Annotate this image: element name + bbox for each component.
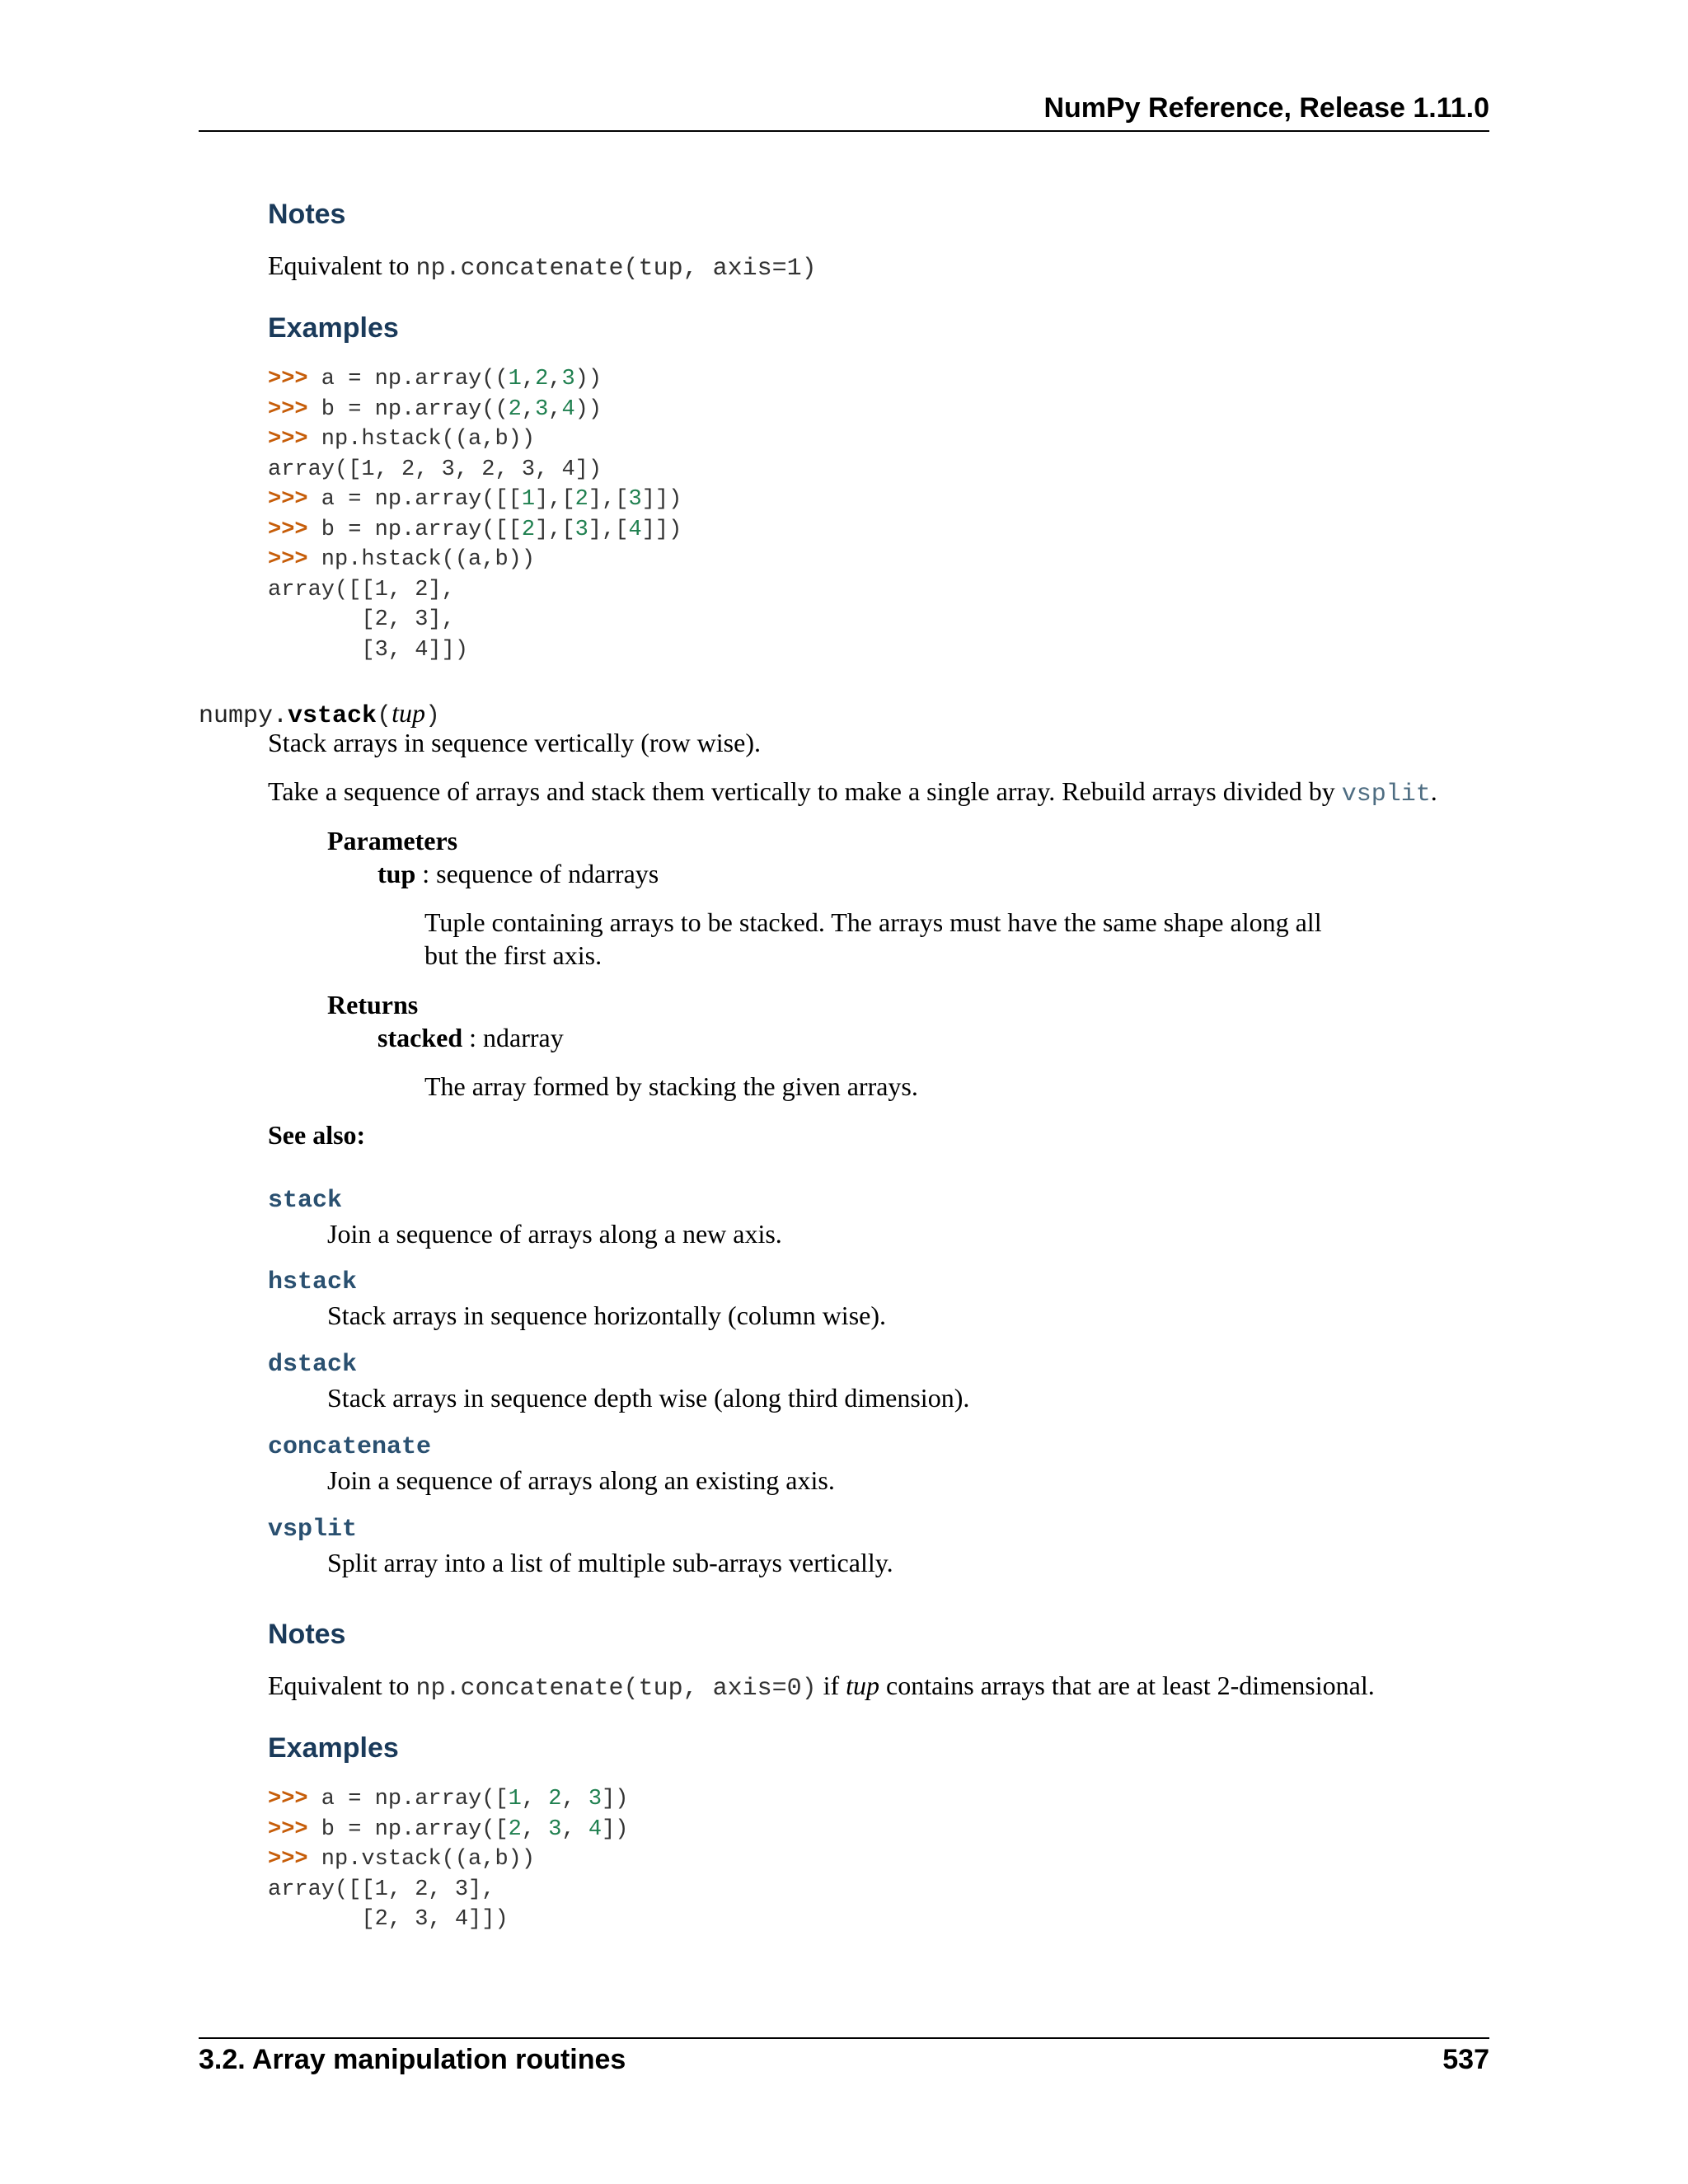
number-token: 3 xyxy=(535,396,549,422)
code-token: ],[ xyxy=(588,487,629,512)
vstack-notes-text: Equivalent to np.concatenate(tup, axis=0) if tup contains arrays that are at least 2-dimensional. xyxy=(268,1671,1375,1703)
see-also-dstack-link[interactable]: dstack xyxy=(268,1351,358,1379)
code-line xyxy=(268,1875,628,1905)
code-token: [2, 3], xyxy=(268,607,455,632)
code-token: b = np.array([[ xyxy=(307,517,522,542)
number-token: 4 xyxy=(628,517,642,542)
prompt-token: >>> xyxy=(268,396,308,422)
number-token: 3 xyxy=(588,1787,603,1811)
code-line xyxy=(268,424,682,455)
code-token: np.vstack((a,b)) xyxy=(307,1847,536,1872)
see-also-hstack-desc: Stack arrays in sequence horizontally (column wise). xyxy=(327,1301,886,1330)
prompt-token: >>> xyxy=(268,1787,308,1811)
see-also-stack-desc: Join a sequence of arrays along a new axis. xyxy=(327,1219,782,1249)
code-token: , xyxy=(521,1787,549,1811)
inline-code: np.concatenate(tup, axis=0) xyxy=(415,1675,817,1703)
code-token: a = np.array([ xyxy=(307,1787,509,1811)
number-token: 2 xyxy=(508,1816,522,1842)
return-stacked-desc: The array formed by stacking the given arrays. xyxy=(424,1071,918,1101)
code-token: ]) xyxy=(602,1816,629,1842)
code-line xyxy=(268,515,682,546)
param-tup: tup : sequence of ndarrays xyxy=(377,859,659,888)
running-header: NumPy Reference, Release 1.11.0 xyxy=(1043,92,1489,124)
code-line xyxy=(268,1784,628,1815)
code-token: a = np.array([[ xyxy=(307,487,522,512)
code-line xyxy=(268,1844,628,1875)
code-line xyxy=(268,455,682,485)
code-token: [3, 4]]) xyxy=(268,637,469,663)
notes-heading: Notes xyxy=(268,199,346,230)
code-token: )) xyxy=(574,367,603,391)
number-token: 1 xyxy=(508,367,522,391)
code-token: , xyxy=(521,367,536,391)
prompt-token: >>> xyxy=(268,1816,308,1842)
function-signature: numpy.vstack(tup) xyxy=(199,698,440,730)
see-also-vsplit-link[interactable]: vsplit xyxy=(268,1516,358,1544)
prompt-token: >>> xyxy=(268,517,308,542)
code-block-hstack xyxy=(268,364,682,665)
number-token: 3 xyxy=(574,517,588,542)
return-stacked: stacked : ndarray xyxy=(377,1023,564,1052)
code-token: ],[ xyxy=(535,517,575,542)
vstack-notes-heading: Notes xyxy=(268,1619,346,1650)
prompt-token: >>> xyxy=(268,547,308,572)
number-token: 1 xyxy=(508,1787,522,1811)
vsplit-link[interactable]: vsplit xyxy=(1341,780,1431,808)
code-token: , xyxy=(561,1816,588,1842)
prompt-token: >>> xyxy=(268,367,308,391)
see-also-concatenate-link[interactable]: concatenate xyxy=(268,1433,432,1461)
code-token: b = np.array([ xyxy=(307,1816,509,1842)
code-token: ]]) xyxy=(641,487,682,512)
see-also-label: See also: xyxy=(268,1120,366,1150)
code-line xyxy=(268,635,682,666)
code-line xyxy=(268,545,682,575)
code-token: array([[1, 2, 3], xyxy=(268,1877,495,1902)
see-also-concatenate-desc: Join a sequence of arrays along an existing axis. xyxy=(327,1465,835,1495)
code-token: array([1, 2, 3, 2, 3, 4]) xyxy=(268,457,603,482)
number-token: 3 xyxy=(628,487,642,512)
number-token: 3 xyxy=(548,1816,562,1842)
code-token: )) xyxy=(574,396,603,422)
parameters-label: Parameters xyxy=(327,826,458,855)
code-line xyxy=(268,605,682,635)
function-description: Take a sequence of arrays and stack them vertically to make a single array. Rebuild arrays divided by vsplit. xyxy=(268,776,1437,808)
code-token: , xyxy=(521,396,536,422)
see-also-stack-link[interactable]: stack xyxy=(268,1187,343,1215)
code-line xyxy=(268,575,682,606)
param-tup-desc-line2: but the first axis. xyxy=(424,940,603,970)
code-token: b = np.array(( xyxy=(307,396,509,422)
prompt-token: >>> xyxy=(268,487,308,512)
number-token: 2 xyxy=(521,517,536,542)
prompt-token: >>> xyxy=(268,1847,308,1872)
code-token: a = np.array(( xyxy=(307,367,509,391)
code-token: np.hstack((a,b)) xyxy=(307,427,536,452)
code-token: , xyxy=(561,1787,588,1811)
code-block-vstack xyxy=(268,1784,628,1935)
code-token: ]) xyxy=(602,1787,629,1811)
code-token: , xyxy=(521,1816,549,1842)
number-token: 2 xyxy=(548,1787,562,1811)
param-tup-desc-line1: Tuple containing arrays to be stacked. The arrays must have the same shape along all xyxy=(424,907,1322,937)
prompt-token: >>> xyxy=(268,427,308,452)
code-token: , xyxy=(548,396,562,422)
examples-heading: Examples xyxy=(268,312,399,344)
number-token: 4 xyxy=(561,396,575,422)
function-name: vstack xyxy=(288,702,377,730)
code-token: ],[ xyxy=(535,487,575,512)
function-summary: Stack arrays in sequence vertically (row wise). xyxy=(268,728,761,757)
number-token: 1 xyxy=(521,487,536,512)
returns-label: Returns xyxy=(327,990,419,1019)
see-also-dstack-desc: Stack arrays in sequence depth wise (along third dimension). xyxy=(327,1383,970,1413)
code-token: np.hstack((a,b)) xyxy=(307,547,536,572)
see-also-vsplit-desc: Split array into a list of multiple sub-arrays vertically. xyxy=(327,1548,893,1577)
code-token: ]]) xyxy=(641,517,682,542)
code-line xyxy=(268,364,682,395)
code-token: array([[1, 2], xyxy=(268,577,455,602)
number-token: 2 xyxy=(508,396,522,422)
code-line xyxy=(268,1905,628,1935)
number-token: 2 xyxy=(535,367,549,391)
inline-code: np.concatenate(tup, axis=1) xyxy=(415,255,817,283)
page-number: 537 xyxy=(1442,2044,1489,2075)
number-token: 4 xyxy=(588,1816,603,1842)
vstack-examples-heading: Examples xyxy=(268,1732,399,1764)
signature-param: tup xyxy=(392,698,425,728)
footer-rule xyxy=(199,2037,1489,2039)
header-rule xyxy=(199,130,1489,132)
code-token: ],[ xyxy=(588,517,629,542)
code-line xyxy=(268,395,682,425)
code-line xyxy=(268,1815,628,1845)
code-token: [2, 3, 4]]) xyxy=(268,1907,509,1932)
number-token: 2 xyxy=(574,487,588,512)
code-token: , xyxy=(548,367,562,391)
footer-section-title: 3.2. Array manipulation routines xyxy=(199,2044,626,2075)
number-token: 3 xyxy=(561,367,575,391)
see-also-hstack-link[interactable]: hstack xyxy=(268,1268,358,1296)
hstack-notes-text: Equivalent to np.concatenate(tup, axis=1) xyxy=(268,251,817,283)
code-line xyxy=(268,485,682,515)
